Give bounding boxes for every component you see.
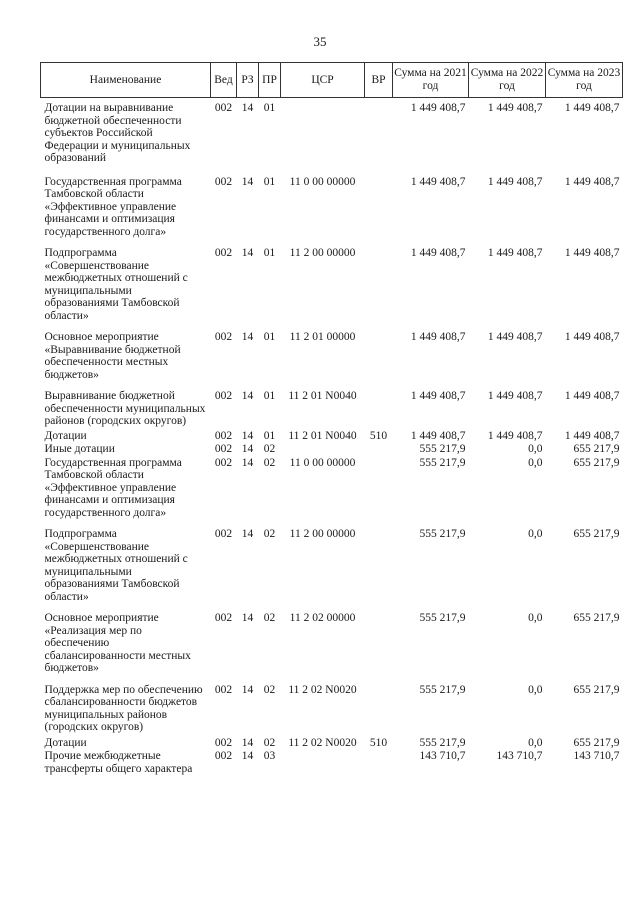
cell-ved: 002 [214,331,233,343]
cell-name: Основное мероприятие «Выравнивание бюджетной обеспеченности местных бюджетов» [44,331,181,381]
table-row [41,165,623,239]
cell-vr [365,675,393,734]
header-sum-2021: Сумма на 2021 год [393,63,469,98]
cell-pr: 02 [263,443,276,455]
cell-csr: 11 2 01 00000 [289,331,356,343]
cell-csr: 11 2 00 00000 [289,247,356,259]
cell-s2022: 0,0 [528,612,543,624]
cell-name: Прочие межбюджетные трансферты общего характера [44,750,193,775]
cell-name: Иные дотации [44,443,115,455]
cell-s2022: 1 449 408,7 [487,175,543,188]
cell-pr: 02 [263,612,276,624]
header-ved: Вед [211,63,237,98]
cell-ved: 002 [214,247,233,259]
cell-csr [281,442,365,456]
header-sum-2023: Сумма на 2023 год [546,63,623,98]
cell-name: Дотации [44,736,87,749]
table-row [41,456,623,520]
cell-s2021: 555 217,9 [419,456,466,469]
table-row [41,519,623,603]
cell-s2022: 0,0 [528,683,543,696]
cell-s2021: 1 449 408,7 [410,331,466,343]
cell-pr: 01 [263,429,276,442]
cell-pr: 01 [263,331,276,343]
cell-s2021: 1 449 408,7 [410,390,466,402]
cell-rz: 14 [241,102,254,114]
table-header-row [41,63,623,98]
cell-s2023: 143 710,7 [573,750,620,762]
cell-csr [281,98,365,165]
cell-vr [365,238,393,322]
cell-csr: 11 0 00 00000 [289,175,356,188]
cell-csr [281,749,365,775]
table-row [41,238,623,322]
cell-csr: 11 2 02 00000 [289,612,356,624]
table-row [41,428,623,443]
cell-s2023: 1 449 408,7 [564,429,620,442]
cell-s2021: 555 217,9 [419,443,466,455]
table-row [41,381,623,428]
cell-vr: 510 [369,429,388,442]
cell-ved: 002 [214,443,233,455]
cell-pr: 01 [263,175,276,188]
table-row [41,442,623,456]
cell-vr [365,165,393,239]
cell-s2021: 555 217,9 [419,612,466,624]
page-number: 35 [313,34,327,49]
cell-s2023: 655 217,9 [573,612,620,624]
cell-pr: 01 [263,102,276,114]
cell-vr [365,442,393,456]
cell-rz: 14 [241,331,254,343]
table-row [41,675,623,734]
cell-s2023: 1 449 408,7 [564,102,620,114]
cell-vr [365,98,393,165]
cell-csr: 11 2 01 N0040 [288,429,357,442]
cell-vr [365,456,393,520]
cell-name: Выравнивание бюджетной обеспеченности муниципальных районов (городских округов) [44,390,206,427]
cell-s2023: 655 217,9 [573,683,620,696]
cell-s2023: 655 217,9 [573,736,620,749]
cell-rz: 14 [241,683,254,696]
cell-rz: 14 [241,443,254,455]
cell-name: Основное мероприятие «Реализация мер по обеспечению сбалансированности местных бюджетов» [44,612,191,674]
cell-ved: 002 [214,456,233,469]
cell-s2021: 1 449 408,7 [410,102,466,114]
cell-csr: 11 2 01 N0040 [288,390,357,402]
cell-rz: 14 [241,528,254,540]
table-row [41,734,623,750]
cell-s2021: 1 449 408,7 [410,429,466,442]
cell-s2021: 555 217,9 [419,528,466,540]
cell-s2021: 555 217,9 [419,736,466,749]
table-row [41,749,623,775]
cell-s2023: 1 449 408,7 [564,175,620,188]
cell-vr [365,603,393,675]
cell-csr: 11 2 00 00000 [289,528,356,540]
cell-pr: 02 [263,736,276,749]
cell-pr: 01 [263,247,276,259]
header-name: Наименование [41,63,211,98]
cell-pr: 02 [263,528,276,540]
cell-s2022: 1 449 408,7 [487,247,543,259]
table-row [41,322,623,381]
table-row [41,603,623,675]
cell-csr: 11 2 02 N0020 [288,736,357,749]
header-sum-2022: Сумма на 2022 год [469,63,546,98]
cell-vr: 510 [369,736,388,749]
cell-vr [365,381,393,428]
cell-ved: 002 [214,736,233,749]
cell-pr: 01 [263,390,276,402]
cell-s2021: 143 710,7 [419,750,466,762]
cell-name: Государственная программа Тамбовской области «Эффективное управление финансами и оптимизация государственного долга» [44,175,182,238]
header-pr: ПР [259,63,281,98]
cell-ved: 002 [214,390,233,402]
cell-ved: 002 [214,429,233,442]
header-csr: ЦСР [281,63,365,98]
cell-s2023: 1 449 408,7 [564,247,620,259]
cell-s2022: 0,0 [528,443,543,455]
cell-s2023: 655 217,9 [573,443,620,455]
cell-ved: 002 [214,102,233,114]
cell-pr: 02 [263,456,276,469]
cell-s2022: 0,0 [528,528,543,540]
cell-s2022: 143 710,7 [496,750,543,762]
cell-s2022: 1 449 408,7 [487,102,543,114]
cell-s2023: 1 449 408,7 [564,331,620,343]
cell-s2023: 1 449 408,7 [564,390,620,402]
cell-ved: 002 [214,683,233,696]
cell-s2022: 1 449 408,7 [487,390,543,402]
cell-rz: 14 [241,612,254,624]
cell-ved: 002 [214,612,233,624]
cell-pr: 03 [263,750,276,762]
cell-s2023: 655 217,9 [573,528,620,540]
cell-s2021: 555 217,9 [419,683,466,696]
cell-csr: 11 2 02 N0020 [288,683,357,696]
cell-rz: 14 [241,429,254,442]
cell-ved: 002 [214,175,233,188]
cell-s2021: 1 449 408,7 [410,247,466,259]
cell-rz: 14 [241,736,254,749]
table-body [41,98,623,776]
cell-name: Подпрограмма «Совершенствование межбюджетных отношений с муниципальными образованиями Тамбовской области» [44,528,188,603]
cell-s2022: 1 449 408,7 [487,429,543,442]
cell-rz: 14 [241,750,254,762]
cell-vr [365,519,393,603]
cell-s2022: 1 449 408,7 [487,331,543,343]
budget-table [40,62,623,775]
cell-vr [365,749,393,775]
cell-rz: 14 [241,175,254,188]
cell-ved: 002 [214,528,233,540]
header-vr: ВР [365,63,393,98]
header-rz: РЗ [237,63,259,98]
cell-name: Дотации на выравнивание бюджетной обеспеченности субъектов Российской Федерации и муниципальных образований [44,102,191,164]
cell-pr: 02 [263,683,276,696]
table-row [41,98,623,165]
cell-name: Дотации [44,429,87,442]
cell-name: Подпрограмма «Совершенствование межбюджетных отношений с муниципальными образованиями Тамбовской области» [44,247,188,322]
cell-csr: 11 0 00 00000 [289,456,356,469]
cell-ved: 002 [214,750,233,762]
cell-vr [365,322,393,381]
cell-rz: 14 [241,456,254,469]
cell-s2022: 0,0 [528,736,543,749]
cell-s2022: 0,0 [528,456,543,469]
cell-rz: 14 [241,390,254,402]
cell-s2021: 1 449 408,7 [410,175,466,188]
cell-s2023: 655 217,9 [573,456,620,469]
cell-rz: 14 [241,247,254,259]
cell-name: Государственная программа Тамбовской области «Эффективное управление финансами и оптимизация государственного долга» [44,456,182,519]
cell-name: Поддержка мер по обеспечению сбалансированности бюджетов муниципальных районов (городских округов) [44,683,203,733]
